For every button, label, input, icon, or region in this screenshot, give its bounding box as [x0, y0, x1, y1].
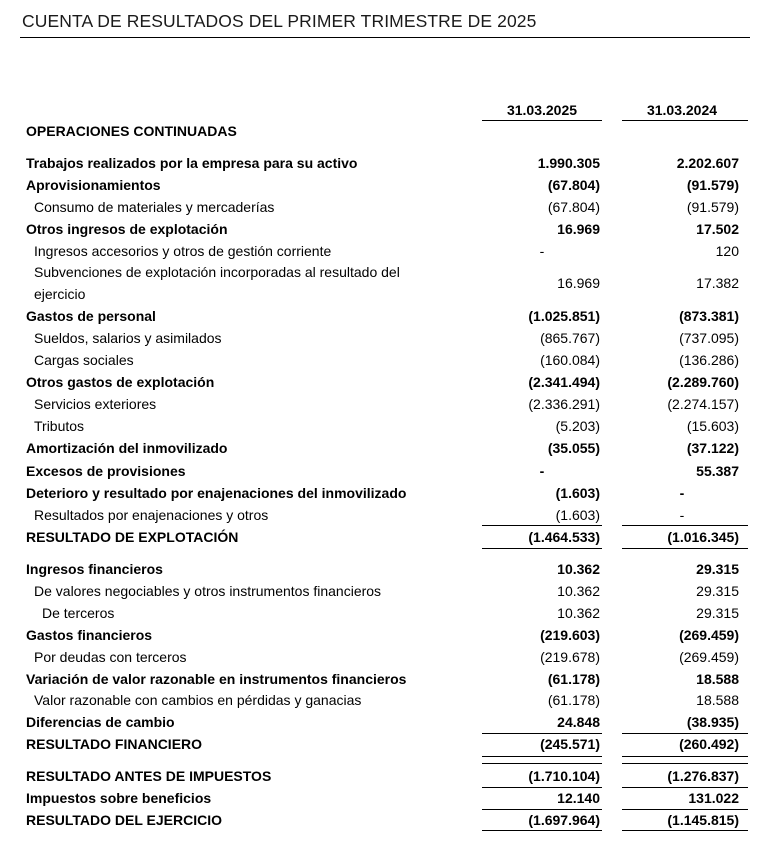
row-value-2024: 2.202.607	[676, 155, 739, 171]
row-label: De valores negociables y otros instrumentos financieros	[34, 583, 382, 599]
row-value-2025: (1.603)	[555, 507, 600, 523]
row-label: Gastos financieros	[26, 627, 153, 643]
row-value-2024: 120	[715, 243, 739, 259]
row-value-2024: 29.315	[696, 561, 739, 577]
row-label: Aprovisionamientos	[26, 177, 161, 193]
row-value-2025: (219.603)	[540, 627, 600, 643]
row-label: Diferencias de cambio	[26, 714, 175, 730]
row-value-2024: 18.588	[696, 692, 739, 708]
subtotal-rule-2024	[622, 809, 748, 810]
row-value-2025: 10.362	[557, 561, 600, 577]
row-value-2025: (2.336.291)	[528, 396, 600, 412]
row-label: Trabajos realizados por la empresa para su activo	[26, 155, 358, 171]
row-value-2025: (35.055)	[547, 440, 600, 456]
row-value-2024: (873.381)	[679, 308, 739, 324]
row-value-2024: (269.459)	[679, 627, 739, 643]
row-label: Por deudas con terceros	[34, 649, 187, 665]
subtotal-rule-2025	[482, 809, 602, 810]
row-value-2024: (269.459)	[679, 649, 739, 665]
row-value-2025: (67.804)	[547, 199, 600, 215]
row-value-2024: (1.276.837)	[667, 768, 739, 784]
row-value-2025: 10.362	[557, 583, 600, 599]
row-label: Otros gastos de explotación	[26, 374, 215, 390]
row-value-2025: 24.848	[557, 714, 600, 730]
row-label: Excesos de provisiones	[26, 463, 186, 479]
row-value-2024: 29.315	[696, 583, 739, 599]
row-value-2025: (5.203)	[555, 418, 600, 434]
row-value-2025: 12.140	[557, 790, 600, 806]
subtotal-rule-2024	[622, 733, 748, 734]
row-label: RESULTADO DEL EJERCICIO	[26, 812, 223, 828]
row-value-2025: (865.767)	[540, 330, 600, 346]
total-rule-2025	[482, 548, 602, 549]
row-value-2024: (2.274.157)	[667, 396, 739, 412]
row-value-2024: (37.122)	[686, 440, 739, 456]
row-value-2025: 16.969	[557, 221, 600, 237]
column-header-2025: 31.03.2025	[506, 102, 578, 118]
total-rule-2025	[482, 830, 602, 831]
row-value-2024: 17.502	[696, 221, 739, 237]
total-rule-2024	[622, 756, 748, 757]
row-value-2024: (38.935)	[686, 714, 739, 730]
row-value-2024: -	[679, 485, 685, 501]
row-value-2025: 1.990.305	[537, 155, 600, 171]
total-rule-2025	[482, 787, 602, 788]
row-value-2025: (1.697.964)	[528, 812, 600, 828]
row-value-2025: (1.603)	[555, 485, 600, 501]
row-label: Impuestos sobre beneficios	[26, 790, 212, 806]
row-label: Tributos	[34, 418, 85, 434]
row-label: Amortización del inmovilizado	[26, 440, 228, 456]
row-label: Variación de valor razonable en instrumentos financieros	[26, 671, 407, 687]
row-value-2024: 18.588	[696, 671, 739, 687]
subtotal-rule-2025	[482, 525, 602, 526]
total-rule-2024	[622, 548, 748, 549]
row-value-2024: 131.022	[688, 790, 739, 806]
row-label: Valor razonable con cambios en pérdidas y ganacias	[34, 692, 362, 708]
row-value-2025: (67.804)	[547, 177, 600, 193]
page-title: CUENTA DE RESULTADOS DEL PRIMER TRIMESTRE DE 2025	[22, 11, 537, 31]
row-value-2024: (91.579)	[686, 199, 739, 215]
row-label: Gastos de personal	[26, 308, 156, 324]
row-value-2025: (61.178)	[547, 671, 600, 687]
row-label: RESULTADO DE EXPLOTACIÓN	[26, 529, 239, 545]
subtotal-rule-2024	[622, 763, 748, 764]
row-label: Servicios exteriores	[34, 396, 157, 412]
row-value-2024: (136.286)	[679, 352, 739, 368]
row-value-2025: 10.362	[557, 605, 600, 621]
subtotal-rule-2025	[482, 763, 602, 764]
row-label: Consumo de materiales y mercaderías	[34, 199, 275, 215]
subtotal-rule-2024	[622, 525, 748, 526]
row-value-2025: -	[539, 463, 545, 479]
total-rule-2024	[622, 787, 748, 788]
row-label: Otros ingresos de explotación	[26, 221, 228, 237]
row-value-2024: -	[679, 507, 685, 523]
row-value-2025: (245.571)	[540, 736, 600, 752]
row-value-2024: (91.579)	[686, 177, 739, 193]
row-label: Sueldos, salarios y asimilados	[34, 330, 222, 346]
row-value-2025: -	[539, 243, 545, 259]
row-label: Ingresos accesorios y otros de gestión corriente	[34, 243, 332, 259]
row-value-2024: (1.145.815)	[667, 812, 739, 828]
row-label: Resultados por enajenaciones y otros	[34, 507, 269, 523]
subtotal-rule-2025	[482, 733, 602, 734]
row-value-2025: (160.084)	[540, 352, 600, 368]
title-divider	[20, 37, 750, 38]
row-value-2025: (1.025.851)	[528, 308, 600, 324]
row-label: Ingresos financieros	[26, 561, 163, 577]
row-value-2025: 16.969	[557, 275, 600, 291]
row-label: Deterioro y resultado por enajenaciones del inmovilizado	[26, 485, 407, 501]
row-value-2025: (219.678)	[540, 649, 600, 665]
row-label: Subvenciones de explotación incorporadas al resultado del	[34, 264, 400, 280]
row-value-2025: (1.464.533)	[528, 529, 600, 545]
total-rule-2025	[482, 756, 602, 757]
row-label: RESULTADO FINANCIERO	[26, 736, 203, 752]
total-rule-2024	[622, 830, 748, 831]
header-underline-2025	[482, 120, 602, 121]
row-value-2025: (1.710.104)	[528, 768, 600, 784]
row-value-2024: (15.603)	[686, 418, 739, 434]
row-value-2024: 55.387	[696, 463, 739, 479]
row-label: Cargas sociales	[34, 352, 134, 368]
row-value-2024: (1.016.345)	[667, 529, 739, 545]
section-label: OPERACIONES CONTINUADAS	[26, 123, 237, 139]
row-value-2024: 17.382	[696, 275, 739, 291]
row-value-2024: (737.095)	[679, 330, 739, 346]
header-underline-2024	[622, 120, 748, 121]
row-label: De terceros	[42, 605, 115, 621]
column-header-2024: 31.03.2024	[646, 102, 718, 118]
row-value-2024: (2.289.760)	[667, 374, 739, 390]
row-label-continuation: ejercicio	[34, 286, 86, 302]
row-value-2025: (61.178)	[547, 692, 600, 708]
row-value-2025: (2.341.494)	[528, 374, 600, 390]
row-value-2024: (260.492)	[679, 736, 739, 752]
row-label: RESULTADO ANTES DE IMPUESTOS	[26, 768, 272, 784]
row-value-2024: 29.315	[696, 605, 739, 621]
